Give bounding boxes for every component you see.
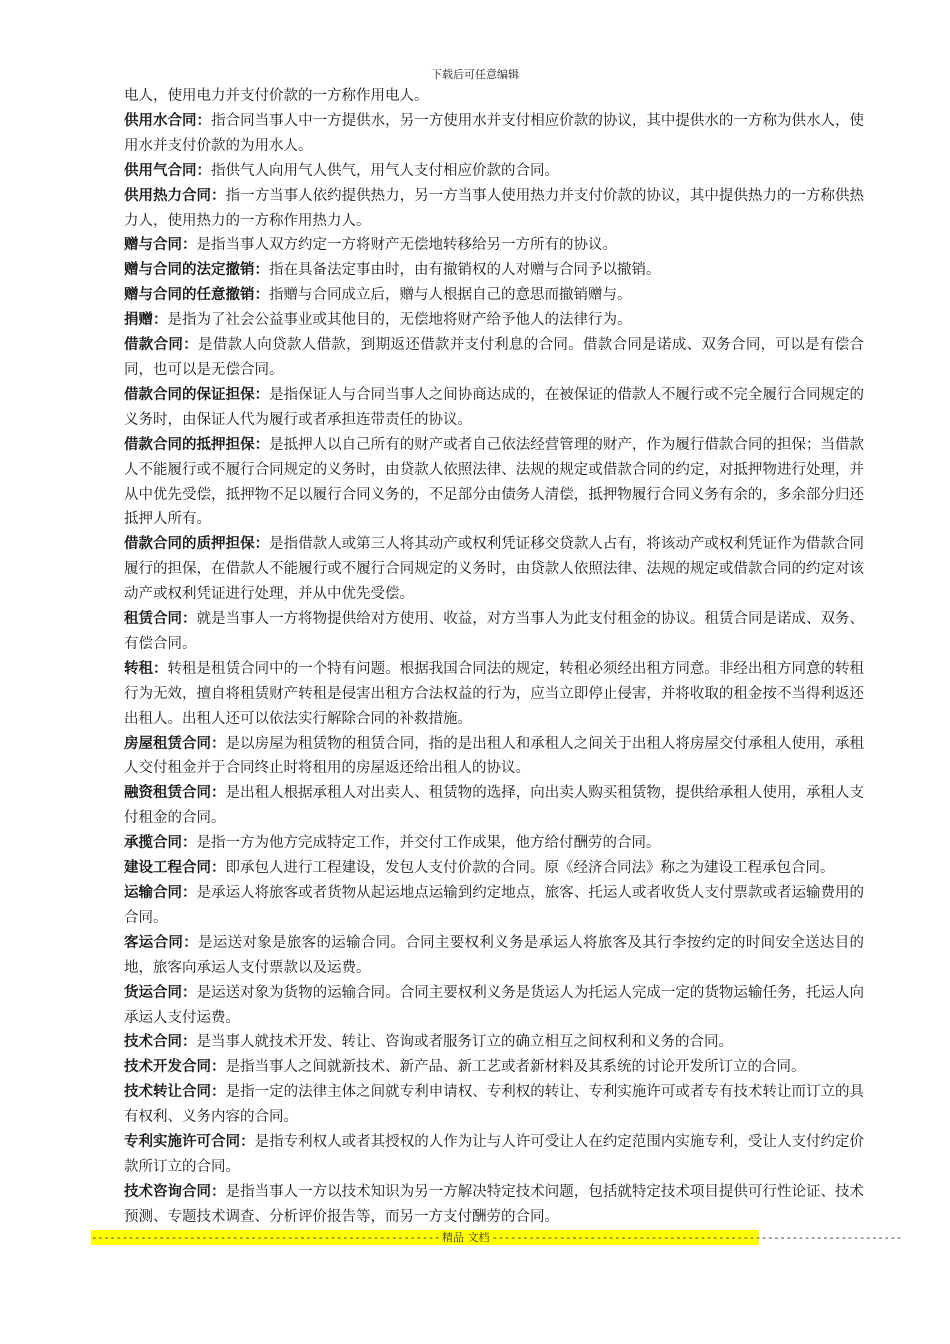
definition-entry	[124, 732, 864, 782]
definition-term: 技术合同：	[124, 1033, 197, 1051]
footer-banner	[91, 1230, 902, 1245]
definition-text: 就是当事人一方将物提供给对方使用、收益，对方当事人为此支付租金的协议。租赁合同是诺成、双务、有偿合同。	[124, 611, 865, 652]
definition-text: 是运送对象为货物的运输合同。合同主要权利义务是货运人为托运人完成一定的货物运输任务，托运人向承运人支付运费。	[124, 984, 865, 1026]
definition-entry	[124, 881, 864, 931]
definition-term: 技术咨询合同：	[124, 1182, 226, 1200]
definition-term: 供用热力合同：	[124, 186, 226, 204]
definition-term: 货运合同：	[124, 983, 197, 1001]
definition-text: 是当事人就技术开发、转让、咨询或者服务订立的确立相互之间权利和义务的合同。	[196, 1034, 733, 1051]
definition-text: 指一方当事人依约提供热力，另一方当事人使用热力并支付价款的协议，其中提供热力的一方称供热力人，使用热力的一方称作用热力人。	[124, 187, 865, 229]
definition-text: 是指当事人一方以技术知识为另一方解决特定技术问题，包括就特定技术项目提供可行性论证、技术预测、专题技术调查、分析评价报告等，而另一方支付酬劳的合同。	[124, 1183, 865, 1225]
definition-entry	[124, 333, 864, 383]
definition-text: 是指借款人或第三人将其动产或权利凭证移交贷款人占有，将该动产或权利凭证作为借款合同履行的担保，在借款人不能履行或不履行合同规定的义务时，由贷款人依照法律、法规的规定或借款合同的约定对该动产或权利凭证进行处理，并从中优先受偿。	[124, 536, 865, 603]
footer-right-dashes: -------------------------------------------------------------------	[491, 1231, 902, 1244]
definition-text: 是借款人向贷款人借款，到期返还借款并支付利息的合同。借款合同是诺成、双务合同，可以是有偿合同，也可以是无偿合同。	[124, 337, 864, 378]
definition-term: 房屋租赁合同：	[124, 734, 226, 752]
definition-text: 是指保证人与合同当事人之间协商达成的，在被保证的借款人不履行或不完全履行合同规定的义务时，由保证人代为履行或者承担连带责任的协议。	[124, 386, 865, 428]
definition-entry	[124, 1180, 864, 1230]
definition-term: 供用水合同：	[124, 111, 212, 129]
definition-term: 赠与合同的任意撤销：	[124, 286, 269, 304]
definition-term: 借款合同的质押担保：	[124, 535, 270, 553]
definition-text: 是以房屋为租赁物的租赁合同，指的是出租人和承租人之间关于出租人将房屋交付承租人使用，承租人交付租金并于合同终止时将租用的房屋返还给出租人的协议。	[124, 735, 865, 777]
definition-term: 赠与合同的法定撤销：	[124, 261, 269, 279]
definition-term: 借款合同的抵押担保：	[124, 435, 270, 453]
definition-entry	[124, 657, 864, 732]
definition-entry	[124, 283, 864, 308]
definition-entry	[124, 159, 864, 184]
definition-text: 是指一方为他方完成特定工作，并交付工作成果，他方给付酬劳的合同。	[196, 835, 661, 852]
definition-entry	[124, 1130, 864, 1180]
definition-text: 即承包人进行工程建设，发包人支付价款的合同。原《经济合同法》称之为建设工程承包合同。	[225, 860, 835, 877]
definition-entry	[124, 433, 864, 533]
definition-term: 专利实施许可合同：	[124, 1133, 255, 1151]
definition-entry	[124, 308, 864, 333]
definition-entry	[124, 258, 864, 283]
definition-term: 融资租赁合同：	[124, 784, 226, 802]
definition-term: 技术转让合同：	[124, 1083, 226, 1101]
definition-text: 是出租人根据承租人对出卖人、租赁物的选择，向出卖人购买租赁物，提供给承租人使用，承租人支付租金的合同。	[124, 785, 865, 827]
definition-entry	[124, 109, 864, 159]
definition-term: 供用气合同：	[124, 161, 211, 179]
definition-term: 建设工程合同：	[124, 859, 226, 877]
definition-term: 租赁合同：	[124, 610, 197, 628]
definition-text: 是指专利权人或者其授权的人作为让与人许可受让人在约定范围内实施专利，受让人支付约定价款所订立的合同。	[124, 1134, 864, 1175]
definition-entry	[124, 383, 864, 433]
intro-paragraph: 电人，使用电力并支付价款的一方称作用电人。	[124, 88, 429, 104]
definition-entry	[124, 1080, 864, 1130]
definition-list	[124, 109, 864, 1230]
definition-entry	[124, 831, 864, 856]
footer-label: 精品 文档	[442, 1231, 490, 1244]
definition-text: 是抵押人以自己所有的财产或者自己依法经营管理的财产，作为履行借款合同的担保；当借款人不能履行或不履行合同规定的义务时，由贷款人依照法律、法规的规定或借款合同的约定，对抵押物进行处理，并从中优先受偿，抵押物不足以履行合同义务的，不足部分由债务人清偿，抵押物履行合同义务有余的，多余部分归还抵押人所有。	[124, 436, 865, 528]
definition-entry	[124, 856, 864, 881]
footer-left-dashes: ---------------------------------------------------------	[91, 1231, 440, 1244]
definition-text: 转租是租赁合同中的一个特有问题。根据我国合同法的规定，转租必须经出租方同意。非经出租方同意的转租行为无效，擅自将租赁财产转租是侵害出租方合法权益的行为，应当立即停止侵害，并将收取的租金按不当得利返还出租人。出租人还可以依法实行解除合同的补救措施。	[124, 660, 864, 727]
definition-entry	[124, 781, 864, 831]
definition-term: 承揽合同：	[124, 834, 197, 852]
definition-term: 转租：	[124, 659, 168, 677]
definition-text: 指供气人向用气人供气，用气人支付相应价款的合同。	[211, 162, 559, 179]
definition-text: 指在具备法定事由时，由有撤销权的人对赠与合同予以撤销。	[269, 262, 661, 279]
definition-term: 运输合同：	[124, 884, 197, 901]
definition-term: 捐赠：	[124, 311, 168, 329]
definition-text: 是承运人将旅客或者货物从起运地点运输到约定地点，旅客、托运人或者收货人支付票款或者运输费用的合同。	[124, 885, 865, 926]
definition-text: 是指一定的法律主体之间就专利申请权、专利权的转让、专利实施许可或者专有技术转让而订立的具有权利、义务内容的合同。	[124, 1084, 865, 1126]
definition-entry	[124, 1030, 864, 1055]
definition-entry	[124, 532, 864, 607]
definition-entry	[124, 184, 864, 234]
definition-entry	[124, 931, 864, 981]
definition-text: 是指当事人双方约定一方将财产无偿地转移给另一方所有的协议。	[196, 237, 617, 254]
definition-entry	[124, 1055, 864, 1080]
definition-term: 借款合同的保证担保：	[124, 385, 270, 403]
definition-text: 是指当事人之间就新技术、新产品、新工艺或者新材料及其系统的讨论开发所订立的合同。	[225, 1059, 806, 1076]
page-header: 下载后可任意编辑	[431, 68, 519, 81]
definition-term: 技术开发合同：	[124, 1058, 226, 1076]
definition-term: 赠与合同：	[124, 236, 197, 254]
definition-entry	[124, 607, 864, 657]
definition-text: 指合同当事人中一方提供水，另一方使用水并支付相应价款的协议，其中提供水的一方称为供水人，使用水并支付价款的为用水人。	[124, 112, 864, 154]
document-body	[124, 84, 864, 1230]
definition-term: 客运合同：	[124, 933, 199, 951]
definition-term: 借款合同：	[124, 336, 199, 354]
definition-entry	[124, 981, 864, 1031]
definition-text: 指赠与合同成立后，赠与人根据自己的意思而撤销赠与。	[269, 287, 632, 304]
definition-text: 是指为了社会公益事业或其他目的，无偿地将财产给予他人的法律行为。	[167, 312, 632, 329]
definition-entry	[124, 233, 864, 258]
definition-text: 是运送对象是旅客的运输合同。合同主要权利义务是承运人将旅客及其行李按约定的时间安全送达目的地，旅客向承运人支付票款以及运费。	[124, 934, 864, 976]
